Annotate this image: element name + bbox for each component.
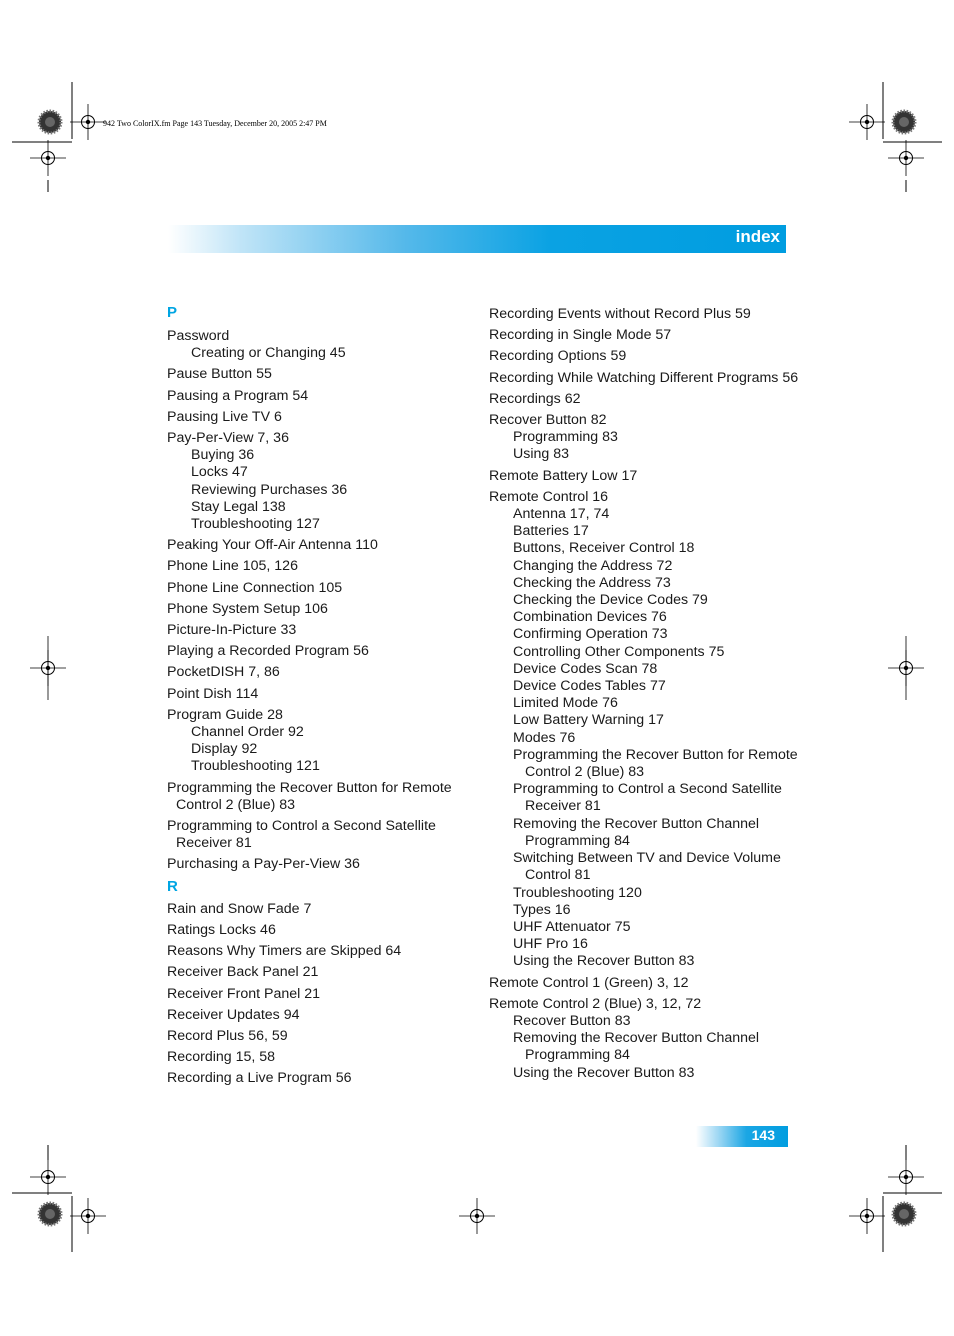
index-entry-main: Playing a Recorded Program 56	[167, 643, 369, 660]
index-entry-main: Purchasing a Pay-Per-View 36	[167, 856, 360, 873]
index-entry	[167, 780, 467, 814]
index-entry	[489, 975, 799, 992]
index-entry-main: Remote Control 16	[489, 488, 609, 505]
index-entry-main: Programming to Control a Second Satellite Receiver 81	[167, 818, 436, 852]
index-entry	[489, 468, 799, 485]
index-subentry: Controlling Other Components 75	[513, 643, 725, 660]
index-entry	[489, 370, 799, 387]
left-column	[167, 304, 467, 1092]
index-entry	[167, 537, 467, 554]
index-subentry: Recover Button 83	[513, 1012, 631, 1029]
index-entry	[167, 664, 467, 681]
index-entry	[167, 643, 467, 660]
index-subentry: Combination Devices 76	[513, 609, 667, 626]
index-subentry: Troubleshooting 121	[191, 758, 320, 775]
index-entry-main: Remote Control 2 (Blue) 3, 12, 72	[489, 995, 702, 1012]
page-number-band	[696, 1126, 788, 1147]
right-column	[489, 304, 799, 1086]
index-subentry: Troubleshooting 127	[191, 516, 320, 533]
index-subentry: Using the Recover Button 83	[513, 953, 695, 970]
index-subentry: Types 16	[513, 901, 571, 918]
index-subentry: Removing the Recover Button Channel Programming 84	[513, 815, 760, 849]
index-entry	[167, 922, 467, 939]
index-subentry: Changing the Address 72	[513, 557, 673, 574]
index-entry-main: Record Plus 56, 59	[167, 1027, 288, 1044]
index-subentry: Antenna 17, 74	[513, 506, 610, 523]
index-entry	[489, 391, 799, 408]
index-entry-main: Remote Control 1 (Green) 3, 12	[489, 974, 689, 991]
index-subentry: Display 92	[191, 741, 258, 758]
index-entry	[167, 818, 467, 852]
index-entry-main: Recording 15, 58	[167, 1049, 276, 1066]
index-entry	[167, 558, 467, 575]
index-subentry: Checking the Device Codes 79	[513, 592, 708, 609]
page-number: 143	[751, 1127, 775, 1143]
index-entry	[167, 601, 467, 618]
index-entry-main: Pausing Live TV 6	[167, 408, 282, 425]
index-entry-main: Recover Button 82	[489, 412, 607, 429]
index-subentry: Removing the Recover Button Channel Programming 84	[513, 1030, 760, 1064]
index-entry	[167, 856, 467, 873]
letter-heading: P	[167, 304, 178, 321]
index-subentry: Modes 76	[513, 729, 576, 746]
index-entry	[167, 1028, 467, 1045]
index-subentry: Stay Legal 138	[191, 498, 286, 515]
index-subentry: Programming the Recover Button for Remote Control 2 (Blue) 83	[513, 746, 798, 781]
index-subentry: Using the Recover Button 83	[513, 1064, 695, 1081]
index-entry	[489, 306, 799, 323]
index-subentry: Using 83	[513, 446, 569, 463]
index-subentry: Batteries 17	[513, 523, 589, 540]
index-subentry: Low Battery Warning 17	[513, 712, 664, 729]
index-subentry: Channel Order 92	[191, 724, 304, 741]
index-subentry: Switching Between TV and Device Volume Control 81	[513, 850, 781, 884]
index-entry	[489, 327, 799, 344]
index-entry	[167, 580, 467, 597]
index-subentry: Reviewing Purchases 36	[191, 481, 348, 498]
index-subentry: Checking the Address 73	[513, 574, 671, 591]
index-entry-main: Phone Line 105, 126	[167, 558, 298, 575]
index-entry-main: Recording While Watching Different Programs 56	[489, 369, 799, 386]
index-entry	[167, 388, 467, 405]
index-entry	[167, 366, 467, 383]
index-subentry: Locks 47	[191, 464, 248, 481]
index-subentry: Device Codes Tables 77	[513, 678, 666, 695]
index-entry-main: Pay-Per-View 7, 36	[167, 430, 289, 447]
index-subentry: Device Codes Scan 78	[513, 660, 658, 677]
index-entry	[167, 1070, 467, 1087]
index-entry-main: Pausing a Program 54	[167, 387, 309, 404]
index-subentry: Creating or Changing 45	[191, 345, 346, 362]
index-entry	[167, 1007, 467, 1024]
page-title: index	[735, 227, 780, 246]
letter-heading: R	[167, 877, 178, 895]
index-entry	[167, 1049, 467, 1066]
index-subentry: UHF Pro 16	[513, 936, 588, 953]
index-entry	[167, 943, 467, 960]
index-entry-main: Password	[167, 328, 230, 344]
index-entry-main: Receiver Front Panel 21	[167, 985, 320, 1002]
index-entry-main: Receiver Updates 94	[167, 1006, 300, 1023]
index-subentry: Programming to Control a Second Satellite Receiver 81	[513, 781, 782, 815]
index-entry	[167, 964, 467, 981]
index-entry-main: Recordings 62	[489, 390, 581, 407]
index-entry	[167, 707, 467, 776]
index-entry	[167, 986, 467, 1003]
print-header: 942 Two ColorIX.fm Page 143 Tuesday, December 20, 2005 2:47 PM	[103, 119, 327, 128]
index-subentry: Limited Mode 76	[513, 695, 618, 712]
index-entry	[167, 328, 467, 362]
index-entry-main: Rain and Snow Fade 7	[167, 900, 312, 917]
index-entry-main: Recording a Live Program 56	[167, 1070, 352, 1087]
index-subentry: Buying 36	[191, 447, 255, 464]
index-entry-main: Phone System Setup 106	[167, 600, 328, 617]
index-entry-main: Receiver Back Panel 21	[167, 964, 319, 981]
index-entry-main: Recording Events without Record Plus 59	[489, 306, 751, 322]
index-entry-main: Remote Battery Low 17	[489, 467, 638, 484]
index-entry	[167, 409, 467, 426]
index-entry-main: Phone Line Connection 105	[167, 579, 343, 596]
index-entry	[167, 686, 467, 703]
index-entry	[489, 348, 799, 365]
index-entry-main: Picture-In-Picture 33	[167, 622, 297, 639]
index-entry-main: Ratings Locks 46	[167, 921, 276, 938]
index-entry-main: Recording in Single Mode 57	[489, 327, 672, 344]
index-subentry: Programming 83	[513, 429, 618, 446]
index-entry-main: Point Dish 114	[167, 685, 259, 702]
index-entry-main: Peaking Your Off-Air Antenna 110	[167, 537, 378, 554]
index-subentry: Troubleshooting 120	[513, 884, 642, 901]
index-entry	[167, 430, 467, 533]
title-band	[168, 225, 786, 253]
index-subentry: Confirming Operation 73	[513, 626, 668, 643]
index-entry	[167, 901, 467, 918]
index-entry	[489, 996, 799, 1082]
index-entry-main: Programming the Recover Button for Remote Control 2 (Blue) 83	[167, 779, 452, 813]
index-subentry: UHF Attenuator 75	[513, 918, 631, 935]
index-entry	[489, 412, 799, 464]
index-entry-main: PocketDISH 7, 86	[167, 664, 280, 681]
index-entry-main: Reasons Why Timers are Skipped 64	[167, 943, 402, 960]
index-entry-main: Pause Button 55	[167, 366, 272, 383]
index-entry-main: Program Guide 28	[167, 706, 283, 723]
index-entry	[489, 489, 799, 971]
index-subentry: Buttons, Receiver Control 18	[513, 540, 695, 557]
index-entry	[167, 622, 467, 639]
index-entry-main: Recording Options 59	[489, 348, 627, 365]
